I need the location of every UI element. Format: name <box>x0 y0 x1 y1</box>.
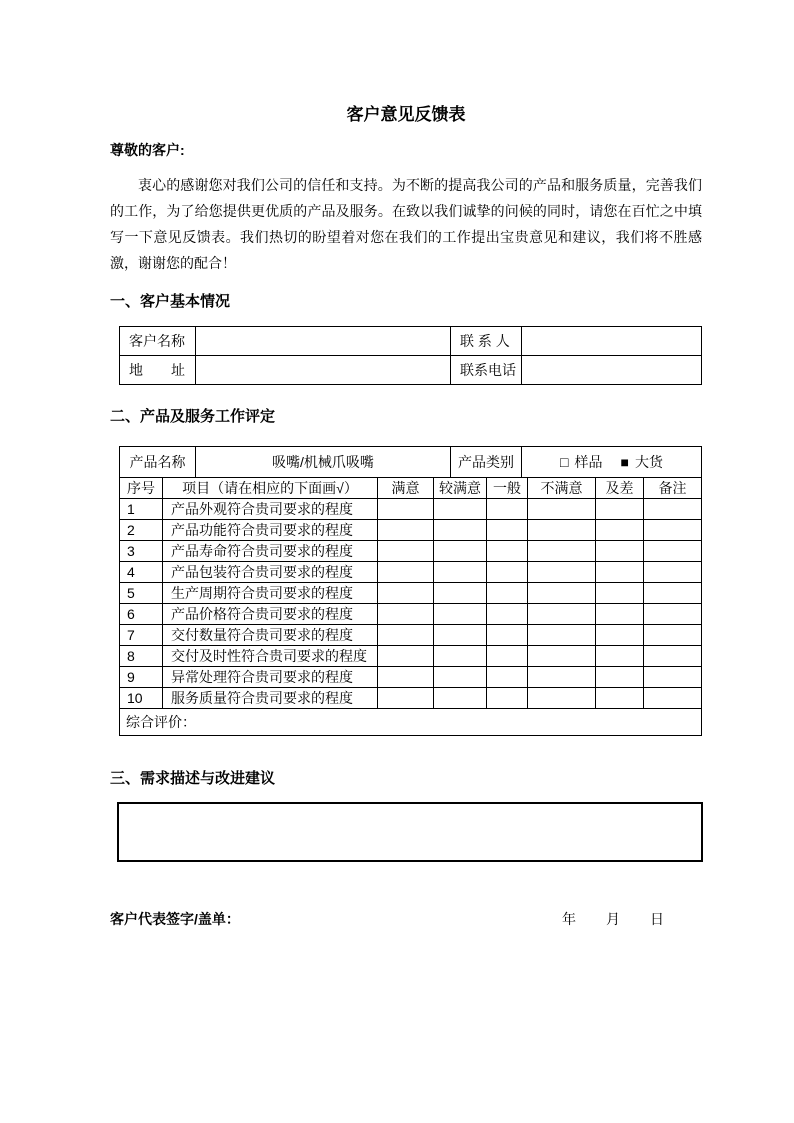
product-info-table <box>119 446 702 478</box>
rating-cell[interactable] <box>378 688 434 709</box>
item-label: 产品功能符合贵司要求的程度 <box>163 520 378 541</box>
intro-paragraph: 衷心的感谢您对我们公司的信任和支持。为不断的提高我公司的产品和服务质量，完善我们的工作，为了给您提供更优质的产品及服务。在致以我们诚挚的问候的同时，请您在百忙之中填写一下意见反馈表。我们热切的盼望着对您在我们的工作提出宝贵意见和建议，我们将不胜感激，谢谢您的配合！ <box>110 177 702 271</box>
address-label: 地 址 <box>120 356 196 385</box>
rating-cell[interactable] <box>487 667 528 688</box>
col-header-remarks: 备注 <box>644 478 702 499</box>
rating-cell[interactable] <box>434 583 487 604</box>
greeting-text: 尊敬的客户: <box>110 142 185 158</box>
remark-cell[interactable] <box>644 499 702 520</box>
basic-info-table <box>119 326 702 385</box>
rating-cell[interactable] <box>528 583 596 604</box>
table-header-row <box>120 478 702 499</box>
rating-cell[interactable] <box>528 520 596 541</box>
row-number: 1 <box>120 499 163 520</box>
table-row <box>120 562 702 583</box>
contact-person-input[interactable] <box>522 327 702 356</box>
rating-cell[interactable] <box>596 562 644 583</box>
rating-cell[interactable] <box>487 604 528 625</box>
table-row <box>120 688 702 709</box>
rating-cell[interactable] <box>487 520 528 541</box>
table-row <box>120 356 702 385</box>
rating-cell[interactable] <box>596 646 644 667</box>
rating-cell[interactable] <box>487 583 528 604</box>
rating-cell[interactable] <box>596 499 644 520</box>
item-label: 产品寿命符合贵司要求的程度 <box>163 541 378 562</box>
product-name-value: 吸嘴/机械爪吸嘴 <box>196 447 451 478</box>
table-row <box>120 499 702 520</box>
table-row <box>120 327 702 356</box>
rating-cell[interactable] <box>596 604 644 625</box>
row-number: 10 <box>120 688 163 709</box>
remark-cell[interactable] <box>644 604 702 625</box>
rating-cell[interactable] <box>378 625 434 646</box>
rating-cell[interactable] <box>596 667 644 688</box>
rating-cell[interactable] <box>596 583 644 604</box>
category-options <box>522 452 701 472</box>
overall-evaluation-row <box>120 709 702 736</box>
remark-cell[interactable] <box>644 667 702 688</box>
col-header-no: 序号 <box>120 478 163 499</box>
section-3-heading: 三、需求描述与改进建议 <box>110 770 276 787</box>
table-row <box>120 667 702 688</box>
remark-cell[interactable] <box>644 562 702 583</box>
evaluation-table <box>119 477 702 736</box>
rating-cell[interactable] <box>487 541 528 562</box>
rating-cell[interactable] <box>528 646 596 667</box>
contact-person-label: 联 系 人 <box>451 327 522 356</box>
col-header-fairly-satisfied: 较满意 <box>434 478 487 499</box>
rating-cell[interactable] <box>378 583 434 604</box>
remark-cell[interactable] <box>644 625 702 646</box>
rating-cell[interactable] <box>434 625 487 646</box>
rating-cell[interactable] <box>434 541 487 562</box>
table-row <box>120 583 702 604</box>
remark-cell[interactable] <box>644 688 702 709</box>
rating-cell[interactable] <box>434 667 487 688</box>
table-row <box>120 447 702 478</box>
remark-cell[interactable] <box>644 541 702 562</box>
row-number: 8 <box>120 646 163 667</box>
address-input[interactable] <box>196 356 451 385</box>
category-option-sample-label: 样品 <box>574 454 603 470</box>
comments-box[interactable] <box>117 802 703 862</box>
row-number: 9 <box>120 667 163 688</box>
row-number: 6 <box>120 604 163 625</box>
remark-cell[interactable] <box>644 520 702 541</box>
rating-cell[interactable] <box>596 625 644 646</box>
table-row <box>120 625 702 646</box>
overall-evaluation-input[interactable] <box>120 709 702 736</box>
section-2-heading: 二、产品及服务工作评定 <box>110 408 276 425</box>
item-label: 异常处理符合贵司要求的程度 <box>163 667 378 688</box>
table-row <box>120 541 702 562</box>
item-label: 交付及时性符合贵司要求的程度 <box>163 646 378 667</box>
checkbox-unchecked-icon[interactable]: □ <box>560 454 569 470</box>
col-header-dissatisfied: 不满意 <box>528 478 596 499</box>
col-header-satisfied: 满意 <box>378 478 434 499</box>
rating-cell[interactable] <box>487 499 528 520</box>
item-label: 产品价格符合贵司要求的程度 <box>163 604 378 625</box>
row-number: 4 <box>120 562 163 583</box>
table-row <box>120 646 702 667</box>
rating-cell[interactable] <box>528 562 596 583</box>
row-number: 7 <box>120 625 163 646</box>
category-option-bulk-label: 大货 <box>634 454 663 470</box>
row-number: 3 <box>120 541 163 562</box>
item-label: 服务质量符合贵司要求的程度 <box>163 688 378 709</box>
col-header-average: 一般 <box>487 478 528 499</box>
rating-cell[interactable] <box>487 625 528 646</box>
document-title: 客户意见反馈表 <box>346 105 466 124</box>
product-name-label: 产品名称 <box>120 447 196 478</box>
date-month-label: 月 <box>606 911 620 927</box>
rating-cell[interactable] <box>378 499 434 520</box>
contact-phone-input[interactable] <box>522 356 702 385</box>
date-group <box>562 910 664 928</box>
signature-label: 客户代表签字/盖单： <box>110 911 240 927</box>
remark-cell[interactable] <box>644 583 702 604</box>
rating-cell[interactable] <box>434 499 487 520</box>
date-day-label: 日 <box>650 911 664 927</box>
contact-phone-label: 联系电话 <box>451 356 522 385</box>
item-label: 产品外观符合贵司要求的程度 <box>163 499 378 520</box>
customer-name-input[interactable] <box>196 327 451 356</box>
rating-cell[interactable] <box>434 646 487 667</box>
rating-cell[interactable] <box>434 520 487 541</box>
item-label: 产品包装符合贵司要求的程度 <box>163 562 378 583</box>
signature-row <box>110 910 702 928</box>
row-number: 2 <box>120 520 163 541</box>
rating-cell[interactable] <box>487 646 528 667</box>
rating-cell[interactable] <box>487 562 528 583</box>
rating-cell[interactable] <box>528 541 596 562</box>
item-label: 交付数量符合贵司要求的程度 <box>163 625 378 646</box>
table-row <box>120 604 702 625</box>
rating-cell[interactable] <box>378 646 434 667</box>
overall-evaluation-label: 综合评价： <box>126 714 196 730</box>
customer-name-label: 客户名称 <box>120 327 196 356</box>
rating-cell[interactable] <box>434 688 487 709</box>
col-header-poor: 及差 <box>596 478 644 499</box>
category-option-sample[interactable] <box>560 452 602 472</box>
col-header-item: 项目（请在相应的下面画√） <box>163 478 378 499</box>
table-row <box>120 520 702 541</box>
item-label: 生产周期符合贵司要求的程度 <box>163 583 378 604</box>
rating-cell[interactable] <box>596 688 644 709</box>
rating-cell[interactable] <box>528 499 596 520</box>
rating-cell[interactable] <box>487 688 528 709</box>
rating-cell[interactable] <box>528 667 596 688</box>
rating-cell[interactable] <box>528 625 596 646</box>
rating-cell[interactable] <box>596 541 644 562</box>
product-category-label: 产品类别 <box>451 447 522 478</box>
product-category-cell <box>522 447 702 478</box>
row-number: 5 <box>120 583 163 604</box>
category-option-bulk[interactable] <box>621 452 663 472</box>
rating-cell[interactable] <box>528 604 596 625</box>
section-1-heading: 一、客户基本情况 <box>110 293 231 310</box>
rating-cell[interactable] <box>434 604 487 625</box>
remark-cell[interactable] <box>644 646 702 667</box>
rating-cell[interactable] <box>528 688 596 709</box>
date-year-label: 年 <box>562 911 576 927</box>
rating-cell[interactable] <box>378 541 434 562</box>
rating-cell[interactable] <box>378 604 434 625</box>
rating-cell[interactable] <box>378 562 434 583</box>
rating-cell[interactable] <box>596 520 644 541</box>
rating-cell[interactable] <box>434 562 487 583</box>
rating-cell[interactable] <box>378 520 434 541</box>
checkbox-checked-icon[interactable]: ■ <box>620 454 629 470</box>
rating-cell[interactable] <box>378 667 434 688</box>
